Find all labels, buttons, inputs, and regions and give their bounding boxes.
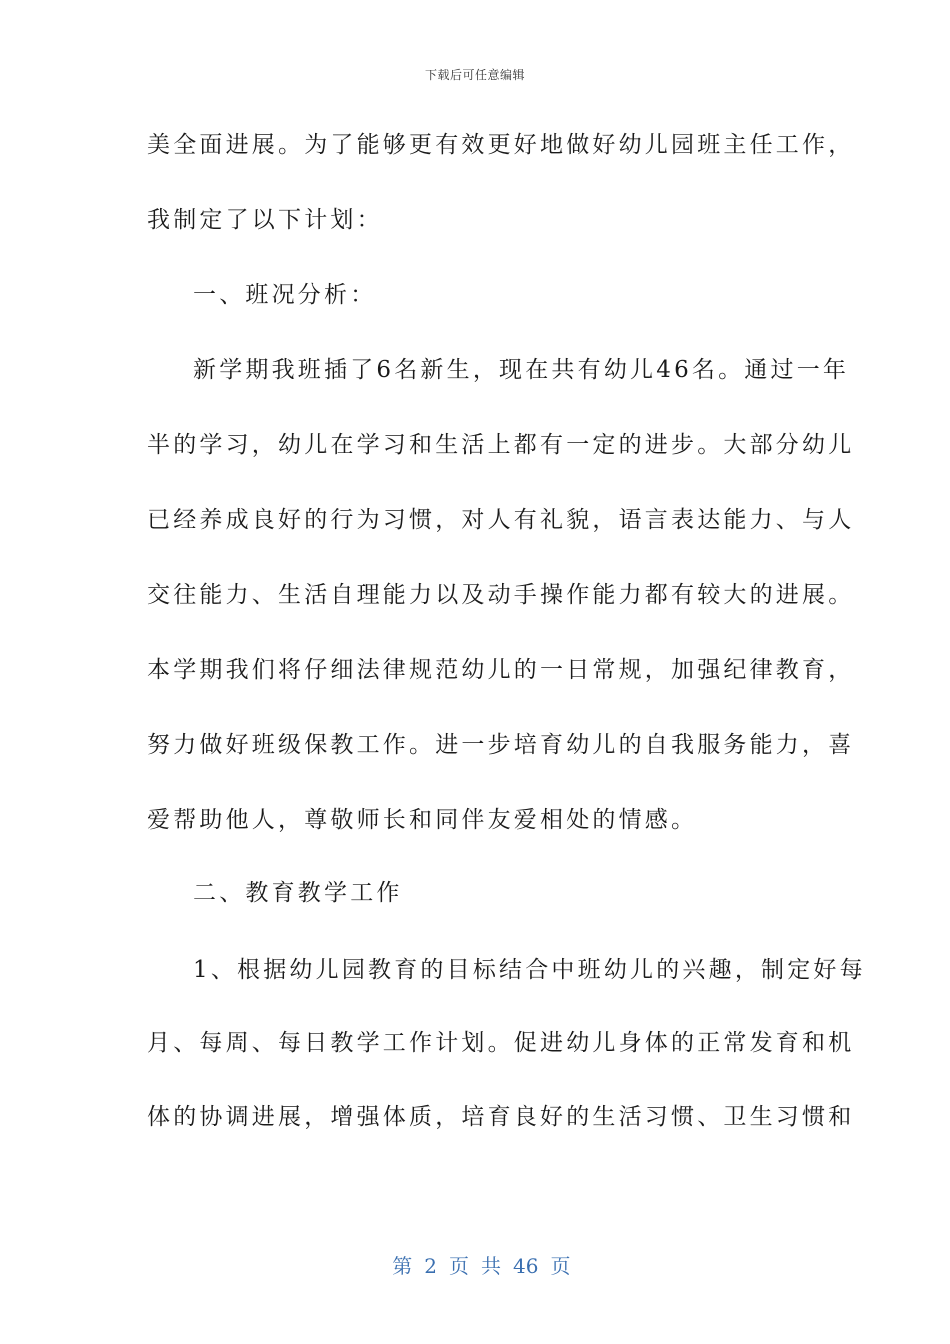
body-line: 本学期我们将仔细法律规范幼儿的一日常规，加强纪律教育，	[147, 657, 855, 683]
footer-total-label: 共	[481, 1254, 501, 1278]
page-footer	[0, 1226, 950, 1279]
body-line: 我制定了以下计划：	[147, 207, 383, 233]
body-line: 交往能力、生活自理能力以及动手操作能力都有较大的进展。	[147, 582, 855, 608]
footer-total-pages: 46	[513, 1254, 539, 1278]
footer-suffix: 页	[550, 1254, 571, 1278]
body-line: 美全面进展。为了能够更有效更好地做好幼儿园班主任工作，	[147, 132, 855, 158]
footer-prefix: 第	[392, 1254, 413, 1278]
body-line: 半的学习，幼儿在学习和生活上都有一定的进步。大部分幼儿	[147, 432, 855, 458]
section-heading: 一、班况分析：	[193, 282, 377, 308]
footer-page-number: 2	[424, 1254, 437, 1278]
body-line: 月、每周、每日教学工作计划。促进幼儿身体的正常发育和机	[147, 1030, 855, 1056]
section-heading: 二、教育教学工作	[193, 880, 403, 906]
body-line: 1、根据幼儿园教育的目标结合中班幼儿的兴趣，制定好每	[193, 957, 866, 983]
header-note: 下载后可任意编辑	[424, 68, 525, 82]
body-line: 体的协调进展，增强体质，培育良好的生活习惯、卫生习惯和	[147, 1104, 855, 1130]
footer-page-unit: 页	[449, 1254, 469, 1278]
body-line: 爱帮助他人，尊敬师长和同伴友爱相处的情感。	[147, 807, 698, 833]
body-line: 已经养成良好的行为习惯，对人有礼貌，语言表达能力、与人	[147, 507, 855, 533]
body-line: 努力做好班级保教工作。进一步培育幼儿的自我服务能力，喜	[147, 732, 855, 758]
body-line: 新学期我班插了6名新生，现在共有幼儿46名。通过一年	[193, 357, 850, 383]
